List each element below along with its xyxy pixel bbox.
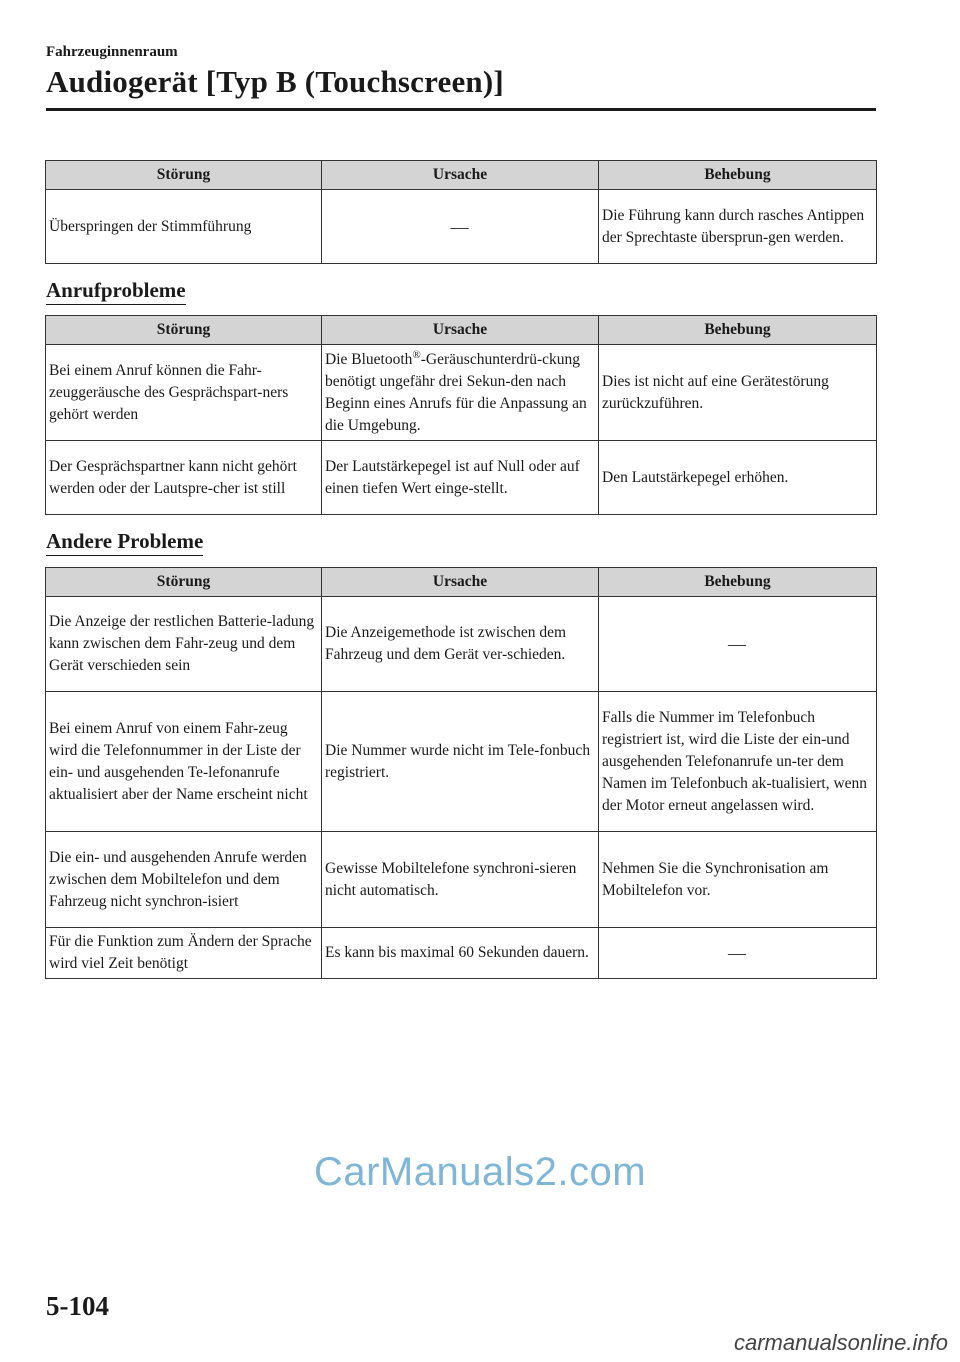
table-row bbox=[46, 597, 877, 692]
cell-stoerung: Der Gesprächspartner kann nicht gehört werden oder der Lautspre-cher ist still bbox=[46, 441, 322, 515]
cell-ursache bbox=[322, 345, 599, 441]
col-header-ursache: Ursache bbox=[322, 316, 599, 345]
page-title: Audiogerät [Typ B (Touchscreen)] bbox=[46, 64, 504, 99]
table-row bbox=[46, 345, 877, 441]
table-row bbox=[46, 692, 877, 832]
table-voice-guidance bbox=[45, 160, 877, 264]
section-heading-andere-probleme: Andere Probleme bbox=[46, 529, 203, 556]
cell-stoerung: Bei einem Anruf von einem Fahr-zeug wird die Telefonnummer in der Liste der ein- und ausgehenden Te-lefonanrufe aktualisiert aber der Name erscheint nicht bbox=[46, 692, 322, 832]
table-row bbox=[46, 832, 877, 928]
col-header-behebung: Behebung bbox=[599, 161, 877, 190]
cell-stoerung: Überspringen der Stimmführung bbox=[46, 190, 322, 264]
col-header-ursache: Ursache bbox=[322, 161, 599, 190]
bt-cause-pre: Die Bluetooth bbox=[325, 350, 413, 368]
cell-behebung: Dies ist nicht auf eine Gerätestörung zurückzuführen. bbox=[599, 345, 877, 441]
col-header-ursache: Ursache bbox=[322, 568, 599, 597]
col-header-stoerung: Störung bbox=[46, 316, 322, 345]
cell-behebung: — bbox=[599, 928, 877, 979]
cell-ursache: Es kann bis maximal 60 Sekunden dauern. bbox=[322, 928, 599, 979]
watermark: CarManuals2.com bbox=[313, 1150, 647, 1194]
table-call-problems bbox=[45, 315, 877, 515]
col-header-behebung: Behebung bbox=[599, 568, 877, 597]
cell-stoerung: Die ein- und ausgehenden Anrufe werden zwischen dem Mobiltelefon und dem Fahrzeug nicht synchron-isiert bbox=[46, 832, 322, 928]
cell-behebung: Den Lautstärkepegel erhöhen. bbox=[599, 441, 877, 515]
cell-behebung: Falls die Nummer im Telefonbuch registriert ist, wird die Liste der ein-und ausgehenden Telefonanrufe un-ter dem Namen im Telefonbuch ak-tualisiert, wenn der Motor erneut angelassen wird. bbox=[599, 692, 877, 832]
table-other-problems bbox=[45, 567, 877, 979]
bt-cause-post: -Geräuschunterdrü-ckung benötigt ungefähr drei Sekun-den nach Beginn eines Anrufs für die Anpassung an die Umgebung. bbox=[325, 350, 587, 434]
table-row bbox=[46, 928, 877, 979]
cell-ursache: — bbox=[322, 190, 599, 264]
cell-behebung: Die Führung kann durch rasches Antippen der Sprechtaste übersprun-gen werden. bbox=[599, 190, 877, 264]
table-row bbox=[46, 190, 877, 264]
cell-ursache: Die Nummer wurde nicht im Tele-fonbuch registriert. bbox=[322, 692, 599, 832]
cell-behebung: — bbox=[599, 597, 877, 692]
cell-stoerung: Bei einem Anruf können die Fahr-zeuggeräusche des Gesprächspart-ners gehört werden bbox=[46, 345, 322, 441]
cell-behebung: Nehmen Sie die Synchronisation am Mobiltelefon vor. bbox=[599, 832, 877, 928]
registered-mark: ® bbox=[412, 348, 421, 361]
col-header-stoerung: Störung bbox=[46, 161, 322, 190]
cell-ursache: Die Anzeigemethode ist zwischen dem Fahrzeug und dem Gerät ver-schieden. bbox=[322, 597, 599, 692]
page-number: 5-104 bbox=[46, 1291, 109, 1321]
cell-stoerung: Die Anzeige der restlichen Batterie-ladung kann zwischen dem Fahr-zeug und dem Gerät verschieden sein bbox=[46, 597, 322, 692]
table-row bbox=[46, 441, 877, 515]
col-header-stoerung: Störung bbox=[46, 568, 322, 597]
section-heading-anrufprobleme: Anrufprobleme bbox=[46, 278, 186, 305]
section-label: Fahrzeuginnenraum bbox=[46, 44, 178, 60]
col-header-behebung: Behebung bbox=[599, 316, 877, 345]
cell-stoerung: Für die Funktion zum Ändern der Sprache wird viel Zeit benötigt bbox=[46, 928, 322, 979]
footer-site-watermark: carmanualsonline.info bbox=[733, 1330, 948, 1355]
title-rule bbox=[46, 108, 876, 111]
cell-ursache: Gewisse Mobiltelefone synchroni-sieren nicht automatisch. bbox=[322, 832, 599, 928]
cell-ursache: Der Lautstärkepegel ist auf Null oder auf einen tiefen Wert einge-stellt. bbox=[322, 441, 599, 515]
